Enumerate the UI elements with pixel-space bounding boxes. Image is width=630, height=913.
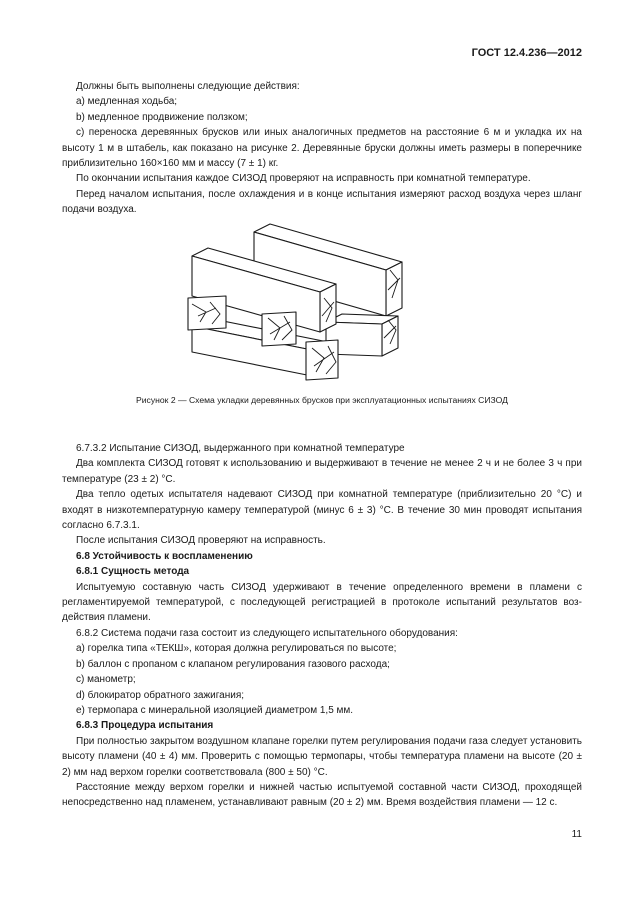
subsection-heading: 6.8.3 Процедура испытания — [76, 720, 214, 732]
list-item: c) переноска деревянных брусков или иных аналогичных предметов на расстояние 6 м и укладка их на высоту 1 м в штабель, как показано на рисунке 2. Деревянные бруски должны иметь размеры в поперечнике приблизительно 160×160 мм и массу (7 ± 1) кг. — [62, 127, 582, 170]
page-header-doc-id: ГОСТ 12.4.236—2012 — [471, 47, 582, 59]
list-item: e) термопара с минеральной изоляцией диаметром 1,5 мм. — [76, 704, 354, 716]
paragraph: Расстояние между верхом горелки и нижней частью испытуемой составной части СИЗОД, проходящей непосредственно над пламенем, устанавливают равным (20 ± 2) мм. Время воздействия пламени — 12 с. — [62, 781, 582, 809]
list-item: b) медленное продвижение ползком; — [76, 111, 248, 123]
subsection-heading: 6.8.1 Сущность метода — [76, 566, 190, 578]
top-text-block — [62, 79, 582, 218]
bar-end-face — [188, 296, 226, 330]
list-item: a) медленная ходьба; — [76, 96, 178, 108]
figure-caption: Рисунок 2 — Схема укладки деревянных брусков при эксплуатационных испытаниях СИЗОД — [136, 395, 508, 405]
figure-wooden-bars-stack — [186, 218, 404, 390]
paragraph: По окончании испытания каждое СИЗОД проверяют на исправность при комнатной температуре. — [76, 173, 531, 185]
list-item: d) блокиратор обратного зажигания; — [76, 689, 245, 701]
list-item: b) баллон с пропаном с клапаном регулирования газового расхода; — [76, 658, 390, 670]
paragraph: Два тепло одетых испытателя надевают СИЗОД при комнатной температуре (приблизительно 20 °С) и входят в низкотемпературную камеру температурой (минус 6 ± 3) °С. В течение 30 мин проводят испытания согласно 6.7.3.1. — [62, 489, 582, 532]
page-number: 11 — [571, 829, 582, 840]
paragraph: Перед началом испытания, после охлаждения и в конце испытания измеряют расход воздуха через шланг подачи воздуха. — [62, 188, 582, 216]
paragraph: Испытуемую составную часть СИЗОД удерживают в течение определенного времени в пламени с регламентируемой температурой, с последующей регистрацией в протоколе испытаний результатов воздействия пламени. — [62, 581, 582, 624]
paragraph: 6.8.2 Система подачи газа состоит из следующего испытательного оборудования: — [76, 627, 458, 639]
list-item: a) горелка типа «ТЕКШ», которая должна регулироваться по высоте; — [76, 643, 397, 655]
paragraph: Два комплекта СИЗОД готовят к использованию и выдерживают в течение не менее 2 ч и не более 3 ч при температуре (23 ± 2) °С. — [62, 458, 582, 485]
bottom-text-block — [62, 441, 582, 811]
paragraph: При полностью закрытом воздушном клапане горелки путем регулирования подачи газа следует установить высоту пламени (40 ± 4) мм. Проверить с помощью термопары, чтобы температура пламени на высоте (20 ± 2) мм над верхом горелки соответствовала (800 ± 50) °С. — [62, 735, 582, 778]
list-item: c) манометр; — [76, 674, 136, 686]
section-heading: 6.8 Устойчивость к воспламенению — [76, 550, 253, 562]
paragraph: Должны быть выполнены следующие действия: — [76, 81, 300, 92]
subsection-heading: 6.7.3.2 Испытание СИЗОД, выдержанного при комнатной температуре — [76, 443, 405, 454]
paragraph: После испытания СИЗОД проверяют на исправность. — [76, 535, 326, 547]
